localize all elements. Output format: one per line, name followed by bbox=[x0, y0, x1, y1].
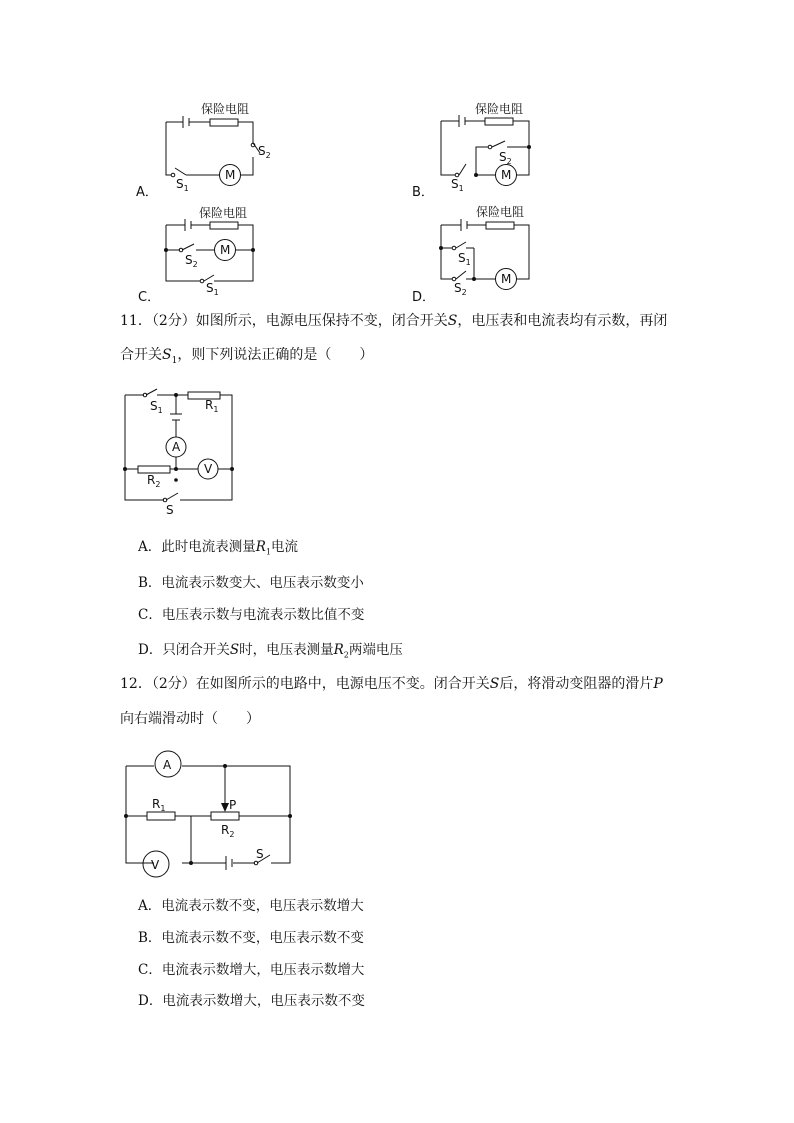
motor-icon bbox=[215, 240, 236, 261]
resistor-r2 bbox=[138, 466, 170, 473]
svg-text:M: M bbox=[501, 168, 512, 182]
svg-text:M: M bbox=[220, 243, 231, 257]
q10-option-d-letter[interactable]: D． bbox=[412, 290, 436, 305]
r2-label: $R_2$ bbox=[147, 473, 161, 489]
r1-label: $R_1$ bbox=[205, 398, 219, 414]
switch-s2-icon bbox=[452, 277, 456, 281]
switch-s-icon bbox=[163, 498, 167, 502]
fuse-resistor bbox=[210, 222, 238, 229]
svg-text:保险电阻: 保险电阻 bbox=[476, 205, 525, 219]
q12-stem-line1: 12．（2分）在如图所示的电路中，电源电压不变。闭合开关S后，将滑动变阻器的滑片P bbox=[120, 676, 663, 692]
r1-label: $R_1$ bbox=[152, 797, 166, 813]
switch-s-icon bbox=[254, 861, 258, 865]
switch-s1-icon bbox=[452, 246, 456, 250]
switch-s2-icon bbox=[179, 248, 183, 252]
q12-option-b[interactable]: B．电流表示数不变，电压表示数不变 bbox=[138, 930, 364, 946]
svg-text:M: M bbox=[225, 168, 236, 182]
fuse-resistor bbox=[210, 119, 238, 126]
q11-stem-line2: 合开关$S_1$，则下列说法正确的是（ ） bbox=[120, 347, 374, 366]
svg-text:保险电阻: 保险电阻 bbox=[199, 206, 248, 220]
switch-s2-icon bbox=[251, 143, 255, 147]
svg-text:V: V bbox=[151, 858, 160, 872]
slider-p-arrow-icon bbox=[221, 803, 229, 812]
q12-option-d[interactable]: D．电流表示数增大，电压表示数不变 bbox=[138, 993, 365, 1009]
voltmeter-icon bbox=[143, 851, 169, 877]
switch-s2-label: $S_2$ bbox=[499, 150, 512, 166]
rheostat-r2 bbox=[211, 812, 239, 820]
svg-text:M: M bbox=[501, 272, 512, 286]
motor-icon bbox=[496, 269, 517, 290]
q11-option-d[interactable]: D．只闭合开关S时，电压表测量$R_2$两端电压 bbox=[138, 642, 403, 660]
voltmeter-icon bbox=[198, 459, 218, 479]
q11-stem-line1: 11．（2分）如图所示，电源电压保持不变，闭合开关S，电压表和电流表均有示数，再闭 bbox=[120, 313, 668, 329]
switch-s1-label: $S_1$ bbox=[176, 177, 189, 193]
switch-s1-icon bbox=[455, 173, 459, 177]
switch-s2-label: $S_2$ bbox=[454, 281, 467, 297]
switch-s1-icon bbox=[143, 393, 147, 397]
svg-text:A: A bbox=[163, 758, 172, 772]
switch-s1-icon bbox=[171, 173, 175, 177]
switch-s-label: S bbox=[166, 503, 174, 517]
motor-icon bbox=[496, 165, 517, 186]
resistor-r1 bbox=[188, 392, 220, 399]
switch-s1-label: $S_1$ bbox=[206, 281, 219, 297]
q12-stem-line2: 向右端滑动时（ ） bbox=[120, 711, 260, 727]
resistor-r1 bbox=[147, 812, 175, 820]
q12-option-c[interactable]: C．电流表示数增大，电压表示数增大 bbox=[138, 962, 365, 978]
switch-s2-label: $S_2$ bbox=[258, 144, 271, 160]
fuse-label: 保险电阻 bbox=[201, 102, 250, 116]
ammeter-icon bbox=[166, 437, 186, 457]
switch-s1-label: $S_1$ bbox=[451, 177, 464, 193]
switch-s2-icon bbox=[488, 145, 492, 149]
switch-s2-label: $S_2$ bbox=[185, 253, 198, 269]
r2-label: $R_2$ bbox=[221, 823, 235, 839]
fuse-resistor bbox=[485, 118, 513, 125]
q11-option-a[interactable]: A．此时电流表测量$R_1$电流 bbox=[138, 539, 299, 557]
switch-s1-label: $S_1$ bbox=[458, 251, 471, 267]
switch-s-label: S bbox=[256, 847, 264, 861]
q10-option-a-letter[interactable]: A． bbox=[136, 185, 158, 200]
ammeter-icon bbox=[155, 751, 181, 777]
svg-text:V: V bbox=[204, 462, 213, 476]
q10-option-b-letter[interactable]: B． bbox=[412, 185, 434, 200]
motor-icon bbox=[220, 165, 241, 186]
switch-s1-label: $S_1$ bbox=[150, 399, 163, 415]
slider-p-label: P bbox=[229, 798, 237, 812]
q11-option-c[interactable]: C．电压表示数与电流表示数比值不变 bbox=[138, 607, 365, 623]
switch-s1-icon bbox=[200, 279, 204, 283]
q10-option-c-letter[interactable]: C． bbox=[138, 290, 161, 305]
svg-text:A: A bbox=[172, 440, 181, 454]
q11-option-b[interactable]: B．电流表示数变大、电压表示数变小 bbox=[138, 575, 364, 591]
fuse-resistor bbox=[486, 222, 514, 229]
svg-text:保险电阻: 保险电阻 bbox=[475, 102, 524, 116]
q12-option-a[interactable]: A．电流表示数不变，电压表示数增大 bbox=[138, 898, 364, 914]
